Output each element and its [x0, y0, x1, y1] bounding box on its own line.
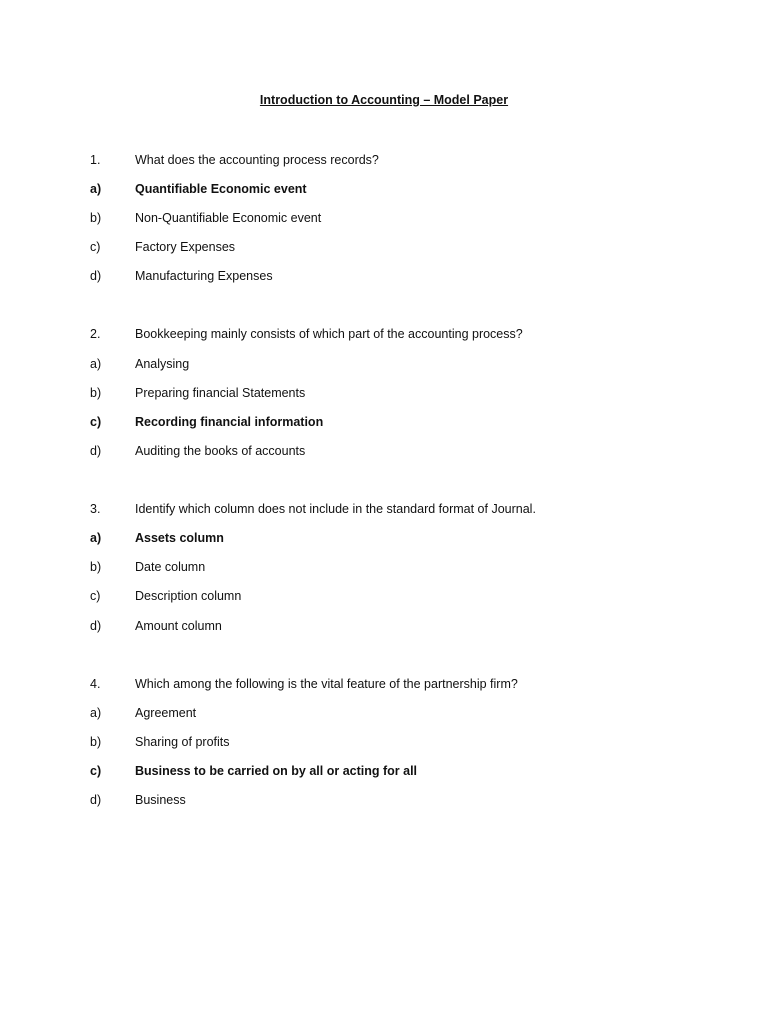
- option-label: c): [90, 240, 101, 254]
- question-text: Bookkeeping mainly consists of which part of the accounting process?: [135, 327, 523, 341]
- question-4-option-a: [0, 704, 768, 722]
- question-number: 2.: [90, 327, 101, 341]
- option-label: d): [90, 619, 102, 633]
- option-label: b): [90, 560, 102, 574]
- question-2-option-d: [0, 442, 768, 460]
- option-text: Business: [135, 793, 186, 807]
- question-1: [0, 151, 768, 169]
- question-2: [0, 325, 768, 343]
- question-4-option-b: [0, 733, 768, 751]
- question-1-option-a: [0, 180, 768, 198]
- question-3-option-a: [0, 529, 768, 547]
- option-label: d): [90, 269, 102, 283]
- question-3: [0, 500, 768, 518]
- question-text: What does the accounting process records?: [135, 153, 379, 167]
- question-3-option-b: [0, 558, 768, 576]
- question-1-option-d: [0, 267, 768, 285]
- question-number: 3.: [90, 502, 101, 516]
- question-3-option-d: [0, 617, 768, 635]
- option-text: Auditing the books of accounts: [135, 444, 306, 458]
- question-4-option-c: [0, 762, 768, 780]
- page-title: Introduction to Accounting – Model Paper: [259, 93, 509, 107]
- option-text: Preparing financial Statements: [135, 386, 306, 400]
- question-2-option-b: [0, 384, 768, 402]
- option-text: Non-Quantifiable Economic event: [135, 211, 322, 225]
- option-label: a): [90, 706, 102, 720]
- option-label: b): [90, 386, 102, 400]
- option-label: c): [90, 764, 102, 778]
- option-label: d): [90, 793, 102, 807]
- option-text: Description column: [135, 589, 242, 603]
- question-4-option-d: [0, 791, 768, 809]
- question-2-option-c: [0, 413, 768, 431]
- option-label: b): [90, 211, 102, 225]
- question-number: 1.: [90, 153, 101, 167]
- option-text: Analysing: [135, 357, 190, 371]
- option-label: a): [90, 531, 102, 545]
- question-text: Identify which column does not include in the standard format of Journal.: [135, 502, 536, 516]
- option-text: Manufacturing Expenses: [135, 269, 273, 283]
- question-4: [0, 675, 768, 693]
- option-text: Agreement: [135, 706, 197, 720]
- option-label: a): [90, 357, 102, 371]
- option-text: Sharing of profits: [135, 735, 230, 749]
- option-text: Amount column: [135, 619, 222, 633]
- option-text: Recording financial information: [135, 415, 324, 429]
- question-number: 4.: [90, 677, 101, 691]
- option-label: b): [90, 735, 102, 749]
- question-3-option-c: [0, 587, 768, 605]
- option-label: c): [90, 589, 101, 603]
- question-1-option-b: [0, 209, 768, 227]
- question-2-option-a: [0, 355, 768, 373]
- option-label: d): [90, 444, 102, 458]
- option-text: Business to be carried on by all or acting for all: [135, 764, 418, 778]
- question-1-option-c: [0, 238, 768, 256]
- option-text: Assets column: [135, 531, 224, 545]
- option-text: Date column: [135, 560, 206, 574]
- question-text: Which among the following is the vital feature of the partnership firm?: [135, 677, 518, 691]
- option-label: c): [90, 415, 102, 429]
- option-label: a): [90, 182, 102, 196]
- option-text: Factory Expenses: [135, 240, 236, 254]
- option-text: Quantifiable Economic event: [135, 182, 307, 196]
